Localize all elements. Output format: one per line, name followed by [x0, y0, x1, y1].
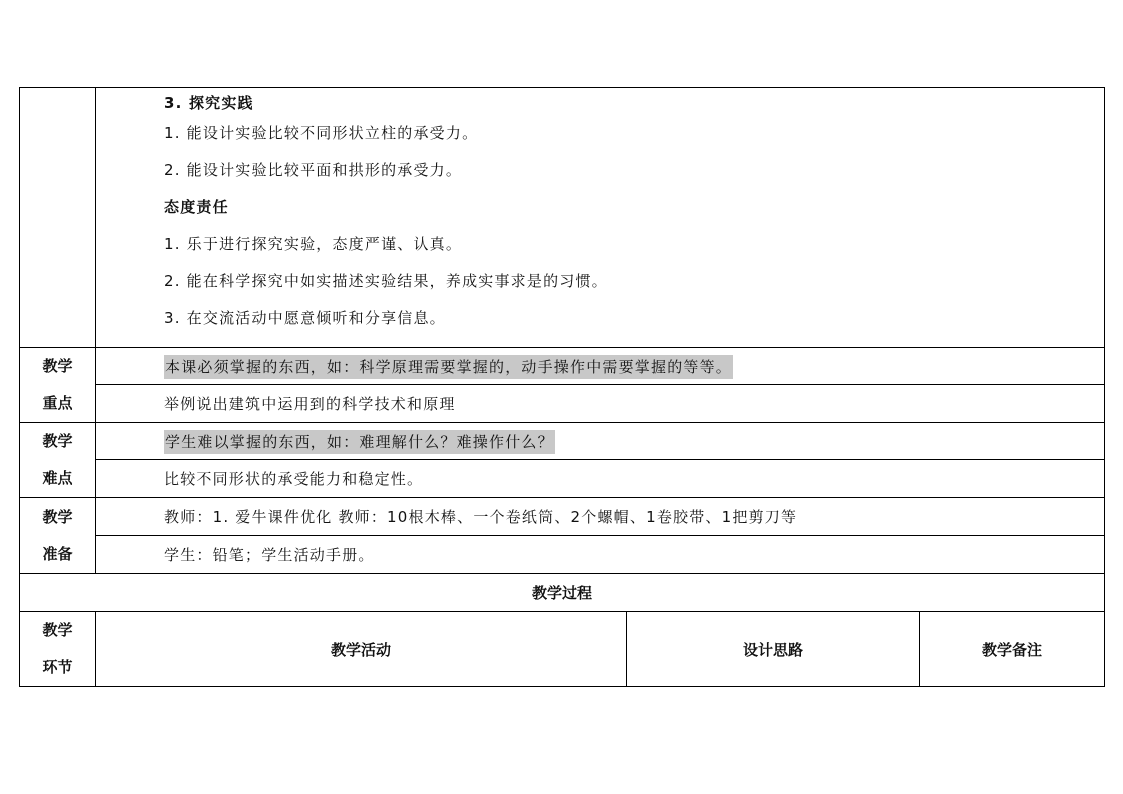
column-notes: 教学备注 [920, 612, 1105, 687]
objectives-cell [96, 88, 1105, 348]
key-points-content-row [20, 385, 1105, 423]
preparation-student-row [20, 536, 1105, 574]
key-points-hint: 本课必须掌握的东西，如：科学原理需要掌握的，动手操作中需要掌握的等等。 [164, 355, 733, 379]
objective-item: 1. 乐于进行探究实验，态度严谨、认真。 [164, 235, 463, 253]
objective-item: 1. 能设计实验比较不同形状立柱的承受力。 [164, 124, 479, 142]
objective-item: 2. 能设计实验比较平面和拱形的承受力。 [164, 161, 463, 179]
difficulties-label: 教学 难点 [20, 423, 96, 498]
difficulties-row [20, 423, 1105, 460]
objectives-label-cell [20, 88, 96, 348]
process-title-row [20, 574, 1105, 612]
preparation-student: 学生：铅笔；学生活动手册。 [96, 536, 1105, 574]
process-header-row [20, 612, 1105, 687]
process-title: 教学过程 [20, 574, 1105, 612]
key-points-content: 举例说出建筑中运用到的科学技术和原理 [96, 385, 1105, 423]
objective-heading-attitude: 态度责任 [164, 198, 229, 216]
difficulties-hint: 学生难以掌握的东西，如：难理解什么？难操作什么？ [164, 430, 555, 454]
column-segment: 教学 环节 [20, 612, 96, 687]
key-points-label: 教学 重点 [20, 348, 96, 423]
column-design: 设计思路 [627, 612, 920, 687]
difficulties-hint-cell [96, 423, 1105, 460]
difficulties-content: 比较不同形状的承受能力和稳定性。 [96, 460, 1105, 498]
preparation-row [20, 498, 1105, 536]
preparation-teacher: 教师：1. 爱牛课件优化 教师：10根木棒、一个卷纸筒、2个螺帽、1卷胶带、1把剪刀等 [96, 498, 1105, 536]
column-activity: 教学活动 [96, 612, 627, 687]
preparation-label: 教学 准备 [20, 498, 96, 574]
objective-heading-practice: 3. 探究实践 [164, 94, 254, 112]
key-points-row [20, 348, 1105, 385]
lesson-plan-table [19, 87, 1105, 687]
objective-item: 2. 能在科学探究中如实描述实验结果，养成实事求是的习惯。 [164, 272, 608, 290]
key-points-hint-cell [96, 348, 1105, 385]
difficulties-content-row [20, 460, 1105, 498]
objectives-row [20, 88, 1105, 348]
objective-item: 3. 在交流活动中愿意倾听和分享信息。 [164, 309, 446, 327]
